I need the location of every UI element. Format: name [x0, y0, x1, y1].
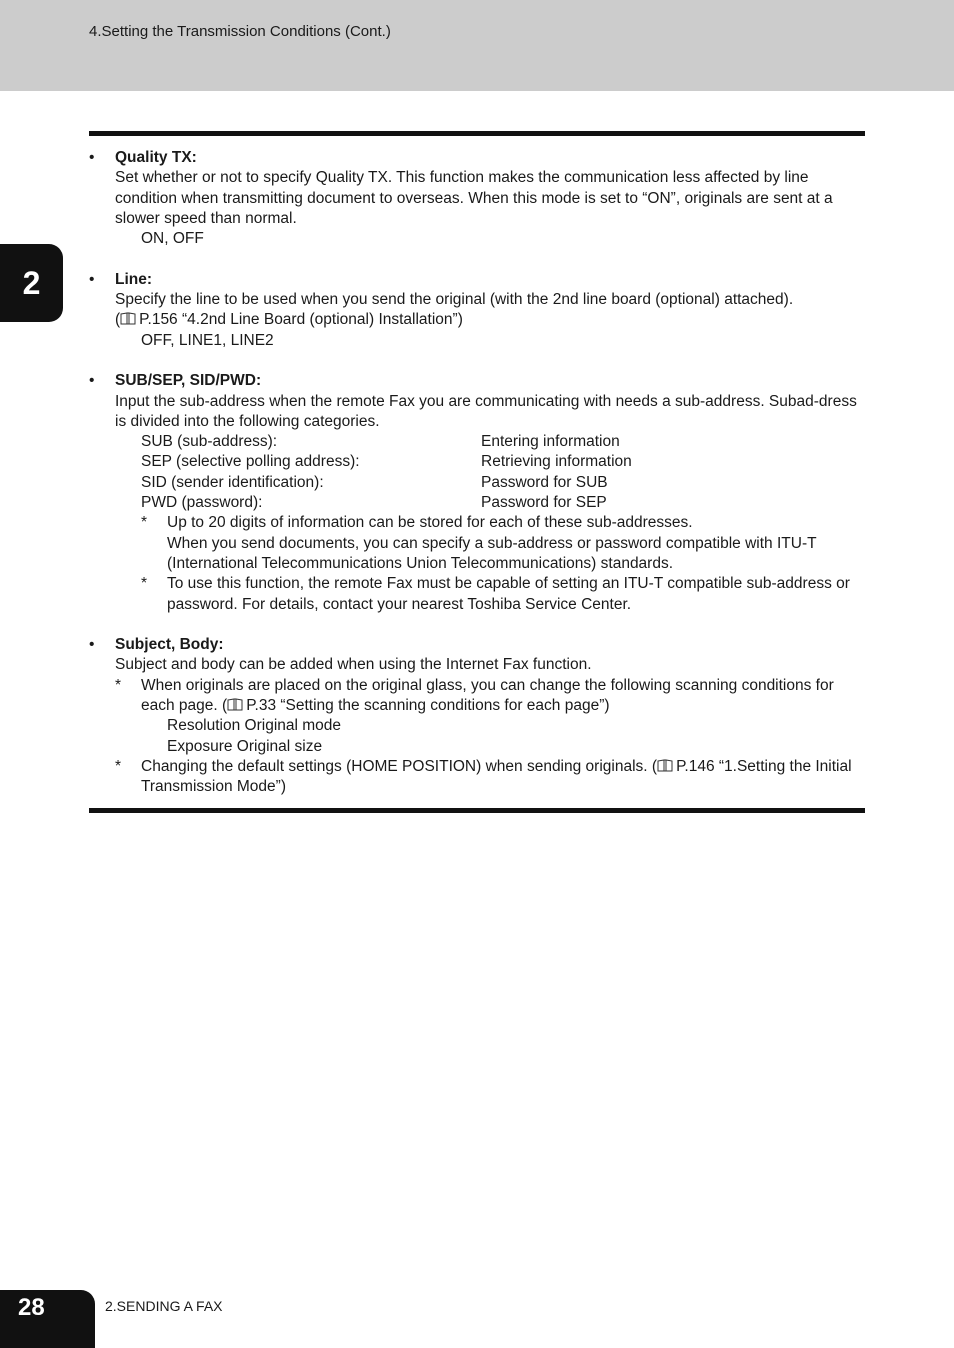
- section-quality-tx: [89, 148, 865, 249]
- category-desc: Retrieving information: [481, 453, 632, 471]
- section-title: Subject, Body:: [115, 636, 224, 654]
- scan-condition: Resolution Original mode: [167, 717, 342, 735]
- reference-link[interactable]: P.33 “Setting the scanning conditions for each page”): [246, 697, 610, 715]
- category-row: [115, 432, 865, 452]
- note: * When originals are placed on the original glass, you can change the following scanning conditions for each page. ( P.33 “Setting the scanning conditions for each page”) Resolution Original mode Exposure Original size: [115, 676, 865, 757]
- footer-section-label: 2.SENDING A FAX: [105, 1298, 223, 1314]
- note: * To use this function, the remote Fax must be capable of setting an ITU-T compatible sub-address or password. For details, contact your nearest Toshiba Service Center.: [141, 575, 850, 613]
- section-sub-sep: [89, 371, 865, 615]
- category-row: [115, 473, 865, 493]
- section-body: Subject and body can be added when using the Internet Fax function.: [115, 656, 592, 674]
- reference-link[interactable]: P.156 “4.2nd Line Board (optional) Installation”): [139, 311, 463, 329]
- reference-line: ( P.156 “4.2nd Line Board (optional) Installation”): [115, 311, 463, 329]
- section-subject-body: [89, 635, 865, 797]
- category-row: [115, 493, 865, 513]
- section-body: Specify the line to be used when you send the original (with the 2nd line board (optional) attached).: [115, 291, 794, 309]
- category-row: [115, 452, 865, 472]
- bullet: •: [89, 636, 95, 654]
- bullet: •: [89, 149, 95, 166]
- header-title: 4.Setting the Transmission Conditions (Cont.): [89, 23, 391, 40]
- section-title: Quality TX:: [115, 149, 197, 166]
- section-options: ON, OFF: [141, 230, 204, 248]
- section-options: OFF, LINE1, LINE2: [141, 331, 274, 349]
- category-desc: Password for SUB: [481, 473, 608, 491]
- book-icon: [657, 759, 673, 772]
- bullet: •: [89, 270, 95, 288]
- note: * Up to 20 digits of information can be stored for each of these sub-addresses. When you send documents, you can specify a sub-address or password compatible with ITU-T (International Telecommunications Union Telecommunications) standards.: [141, 514, 817, 572]
- content: [89, 148, 865, 798]
- asterisk: *: [115, 676, 122, 694]
- chapter-tab: 2: [0, 244, 63, 322]
- category-desc: Entering information: [481, 433, 620, 451]
- scan-condition: Exposure Original size: [167, 737, 323, 755]
- section-body: Set whether or not to specify Quality TX. This function makes the communication less affected by line condition when transmitting document to overseas. When this mode is set to “ON”, originals are sent at a slower speed than normal.: [115, 169, 833, 227]
- page-number: 28: [0, 1290, 95, 1348]
- asterisk: *: [141, 575, 148, 593]
- section-title: Line:: [115, 270, 153, 288]
- section-line: [89, 270, 865, 351]
- top-rule: [89, 131, 865, 136]
- bottom-rule: [89, 808, 865, 813]
- category-term: SUB (sub-address):: [141, 433, 278, 451]
- category-desc: Password for SEP: [481, 494, 607, 512]
- category-term: SEP (selective polling address):: [141, 453, 360, 471]
- reference-link[interactable]: P.146 “1.Setting the Initial Transmission Mode”): [141, 757, 852, 796]
- asterisk: *: [141, 514, 148, 532]
- asterisk: *: [115, 757, 122, 775]
- category-term: PWD (password):: [141, 494, 263, 512]
- note: * Changing the default settings (HOME POSITION) when sending originals. ( P.146 “1.Setting the Initial Transmission Mode”): [115, 757, 852, 796]
- book-icon: [227, 698, 243, 711]
- section-title: SUB/SEP, SID/PWD:: [115, 372, 262, 390]
- bullet: •: [89, 372, 95, 390]
- book-icon: [120, 312, 136, 325]
- category-term: SID (sender identification):: [141, 473, 324, 491]
- section-body: Input the sub-address when the remote Fax you are communicating with needs a sub-address. Subad-dress is divided into the following categories.: [115, 392, 857, 430]
- page-header: [0, 0, 954, 91]
